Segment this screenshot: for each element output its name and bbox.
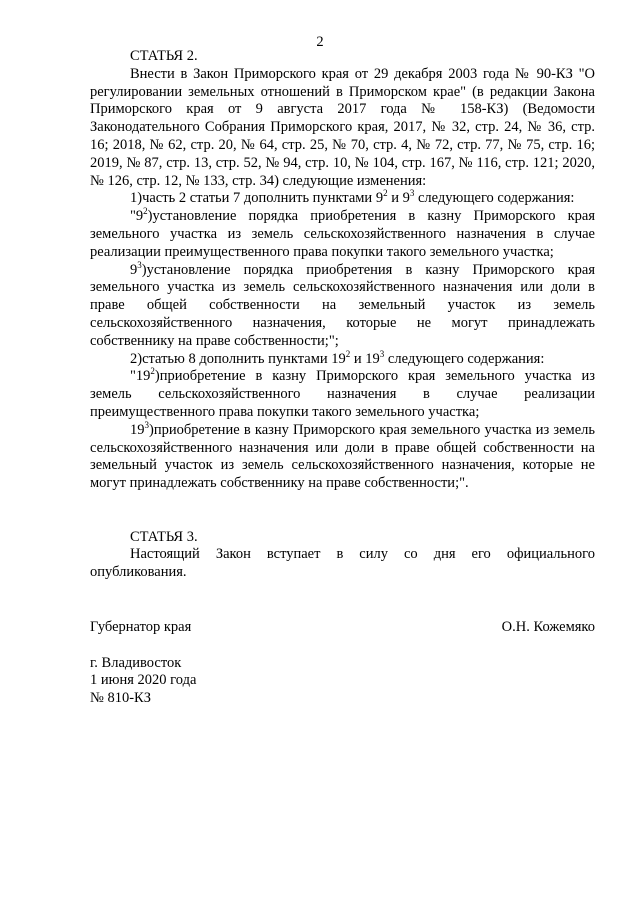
signature-row (90, 619, 595, 637)
date: 1 июня 2020 года (90, 672, 197, 689)
item-1-superscript: 2 (383, 188, 388, 199)
point-9-3-number: 9 (130, 261, 138, 278)
point-19-2 (90, 368, 595, 421)
point-9-2-text: )установление порядка приобретения в казну Приморского края земельного участка из земель сельскохозяйственного назначения в случае реализации преимущественного права покупки такого земельного участка; (90, 208, 595, 260)
point-19-2-superscript: 2 (150, 366, 155, 377)
point-9-2-superscript: 2 (143, 206, 148, 217)
item-2-text: и 19 (350, 350, 380, 367)
signature-block (90, 619, 595, 708)
point-9-3-text: )установление порядка приобретения в казну Приморского края земельного участка из земель сельскохозяйственного назначения или доли в праве общей собственности на земельный участок из земель сельскохозяйственного назначения, которые не могут принадлежать собственнику на праве собственности;"; (90, 261, 595, 349)
page-number: 2 (316, 34, 324, 50)
item-1-text: 1)часть 2 статьи 7 дополнить пунктами 9 (130, 190, 384, 207)
item-2-text: следующего содержания: (384, 350, 545, 367)
point-9-3-superscript: 3 (137, 259, 142, 270)
place-and-date (90, 655, 595, 708)
article-2-heading: СТАТЬЯ 2. (130, 48, 198, 64)
point-9-2-number: "9 (130, 208, 144, 225)
spacer (90, 493, 595, 511)
point-19-3-text: )приобретение в казну Приморского края земельного участка из земель сельскохозяйственного назначения или доли в праве общей собственности на земельный участок из земель сельскохозяйственного назначения, которые не могут принадлежать собственнику на праве собственности;". (90, 421, 595, 492)
signatory-name: О.Н. Кожемяко (501, 619, 595, 635)
spacer (90, 511, 595, 529)
item-1-superscript: 3 (409, 188, 415, 199)
item-2-text: 2)статью 8 дополнить пунктами 19 (130, 350, 346, 367)
point-19-2-number: "19 (130, 368, 151, 385)
law-number: № 810-КЗ (90, 690, 151, 707)
point-9-2 (90, 208, 595, 261)
article-2-item-1 (90, 190, 595, 208)
article-3-text: Настоящий Закон вступает в силу со дня его официального опубликования. (90, 546, 595, 581)
point-9-3 (90, 259, 595, 351)
article-3-heading: СТАТЬЯ 3. (130, 528, 198, 545)
article-2-intro: Внести в Закон Приморского края от 29 декабря 2003 года № 90-КЗ "О регулировании земельных отношений в Приморском крае" (в редакции Закона Приморского края от 9 августа 2017 года № 158-КЗ) (Ведомости Законодательного Собрания Приморского края, 2017, № 32, стр. 24, № 36, стр. 16; 2018, № 62, стр. 20, № 64, стр. 25, № 70, стр. 4, № 72, стр. 77, № 75, стр. 16; 2019, № 87, стр. 13, стр. 52, № 94, стр. 10, № 104, стр. 167, № 116, стр. 121; 2020, № 126, стр. 12, № 133, стр. 34) следующие изменения: (90, 65, 595, 189)
item-2-superscript: 3 (379, 348, 385, 359)
point-19-3-superscript: 3 (144, 419, 149, 430)
item-1-text: и 9 (387, 190, 410, 207)
point-19-2-text: )приобретение в казну Приморского края земельного участка из земель сельскохозяйственного назначения в случае реализации преимущественного права покупки такого земельного участка; (90, 368, 595, 420)
point-19-3-number: 19 (130, 421, 145, 438)
city: г. Владивосток (90, 654, 182, 671)
signatory-title: Губернатор края (90, 619, 192, 635)
document-body (90, 48, 595, 582)
point-19-3 (90, 419, 595, 493)
item-2-superscript: 2 (345, 348, 351, 359)
article-2-item-2 (90, 348, 595, 369)
item-1-text: следующего содержания: (414, 190, 575, 207)
